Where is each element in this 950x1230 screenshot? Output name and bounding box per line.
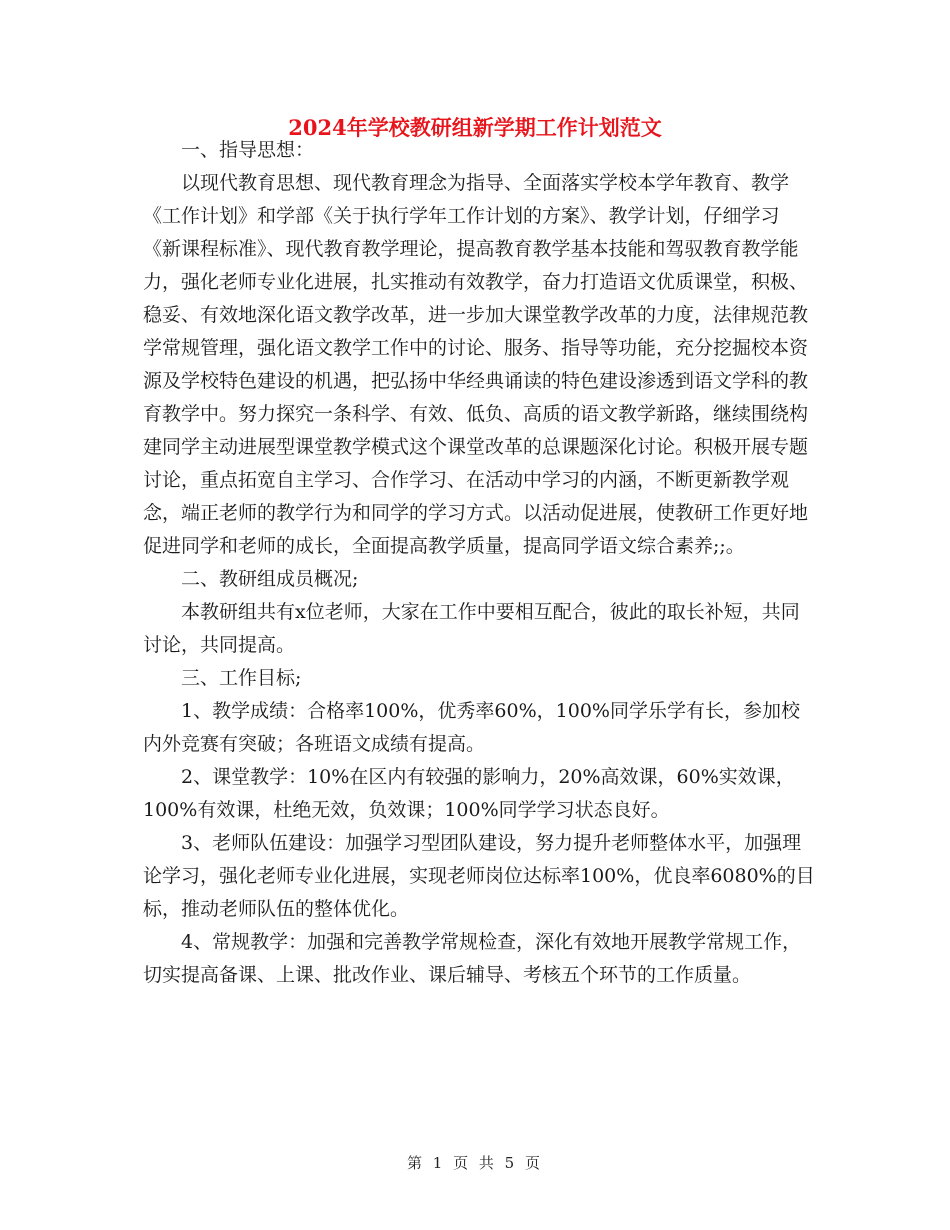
paragraph-goal-teacher-team: 3、老师队伍建设：加强学习型团队建设，努力提升老师整体水平，加强理论学习，强化老师专业化进展，实现老师岗位达标率100%，优良率6080%的目标，推动老师队伍的整体优化。 [143, 832, 815, 920]
paragraph-goal-classroom: 2、课堂教学：10%在区内有较强的影响力，20%高效课，60%实效课，100%有效课，杜绝无效，负效课；100%同学学习状态良好。 [143, 766, 795, 821]
document-body [143, 134, 815, 992]
paragraph-members: 本教研组共有x位老师，大家在工作中要相互配合，彼此的取长补短，共同讨论，共同提高。 [143, 601, 800, 656]
section-heading-members: 二、教研组成员概况; [181, 568, 359, 590]
paragraph-goal-routine-teaching: 4、常规教学：加强和完善教学常规检查，深化有效地开展教学常规工作，切实提高备课、上课、批改作业、课后辅导、考核五个环节的工作质量。 [143, 931, 802, 986]
page-number-footer: 第 1 页 共 5 页 [407, 1154, 543, 1172]
paragraph-guiding-ideology: 以现代教育思想、现代教育理念为指导、全面落实学校本学年教育、教学《工作计划》和学部《关于执行学年工作计划的方案》、教学计划，仔细学习《新课程标准》、现代教育教学理论，提高教育教学基本技能和驾驭教育教学能力，强化老师专业化进展，扎实推动有效教学，奋力打造语文优质课堂，积极、稳妥、有效地深化语文教学改革，进一步加大课堂教学改革的力度，法律规范教学常规管理，强化语文教学工作中的讨论、服务、指导等功能，充分挖掘校本资源及学校特色建设的机遇，把弘扬中华经典诵读的特色建设渗透到语文学科的教育教学中。努力探究一条科学、有效、低负、高质的语文教学新路，继续围绕构建同学主动进展型课堂教学模式这个课堂改革的总课题深化讨论。积极开展专题讨论，重点拓宽自主学习、合作学习、在活动中学习的内涵，不断更新教学观念，端正老师的教学行为和同学的学习方式。以活动促进展，使教研工作更好地促进同学和老师的成长，全面提高教学质量，提高同学语文综合素养;;。 [143, 172, 809, 557]
section-heading-goals: 三、工作目标; [181, 667, 302, 689]
section-heading-guiding-ideology: 一、指导思想： [181, 139, 315, 161]
document-title: 2024年学校教研组新学期工作计划范文 [288, 115, 662, 140]
paragraph-goal-teaching-results: 1、教学成绩：合格率100%，优秀率60%，100%同学乐学有长，参加校内外竞赛有突破；各班语文成绩有提高。 [143, 700, 800, 755]
